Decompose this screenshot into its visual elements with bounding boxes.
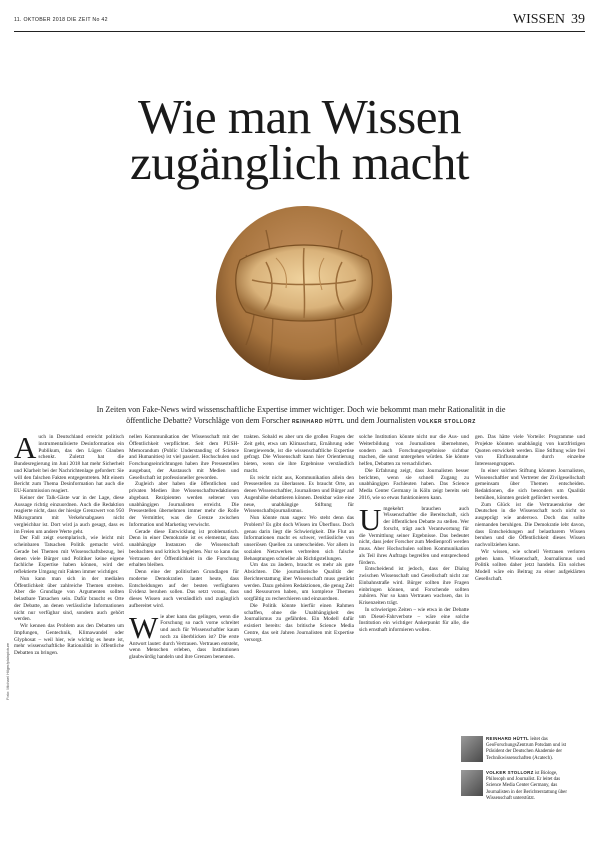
bio-text <box>486 770 571 802</box>
paragraph: Entscheidend ist jedoch, dass der Dialog zwischen Wissenschaft und Gesellschaft nicht zur Einbahnstraße wird. Bürger sollten ihre Fragen einbringen können, und Forschende sollten zuhören. Nur so kann Vertrauen wachsen, das in Krisenzeiten trägt. <box>359 566 469 606</box>
bio-text <box>486 736 571 762</box>
drop-cap: A <box>14 434 37 465</box>
page-number: 39 <box>571 12 585 27</box>
drop-cap: W <box>129 609 159 645</box>
drop-cap: U <box>359 501 382 537</box>
headline <box>0 89 599 190</box>
lead-text: In Zeiten von Fake-News wird wissenschaftliche Expertise immer wichtiger. Doch wie bekommt man mehr Rationalität in die öffentliche Debatte? Vorschläge von dem Forscher <box>96 405 506 425</box>
bio-description: leitet das GeoForschungsZentrum Potsdam und ist Präsident der Deutschen Akademie der Technikwissenschaften (Acatech). <box>486 737 567 761</box>
bio-name: VOLKER STOLLORZ <box>486 770 534 775</box>
walnut-icon <box>206 200 402 385</box>
photo-credit: Foto: Michael Hilger/plainpicture <box>5 642 10 700</box>
paragraph: Wir kennen das Problem aus den Debatten um Impfungen, Gentechnik, Klimawandel oder Glyphosat – weil hier, wie wichtig es heute ist, mehr wissenschaftliche Rationalität in öffentliche Debatten zu bringen. <box>14 623 124 656</box>
author-photo <box>461 736 483 762</box>
paragraph <box>14 434 124 495</box>
paragraph: Um das zu ändern, braucht es mehr als gute Absichten. Die journalistische Qualität der Berichterstattung über Wissenschaft muss gestärkt werden. Dazu gehören Redaktionen, die genug Zeit und Ressourcen haben, um komplexe Themen sorgfältig zu recherchieren und einzuordnen. <box>244 562 354 602</box>
issue-date: 11. OKTOBER 2018 DIE ZEIT No 42 <box>14 17 108 23</box>
header-rule <box>14 31 585 32</box>
author-1: REINHARD HÜTTL <box>291 419 345 425</box>
page-header <box>14 10 585 30</box>
paragraph: Zum Glück ist die Vertrauenskrise der Deutschen in die Wissenschaft noch nicht so ausgeprägt wie anderswo. Doch das sollte niemanden beruhigen. Die Demokratie lebt davon, dass Entscheidungen auf belastbarem Wissen beruhen und die Öffentlichkeit dieses Wissen nachvollziehen kann. <box>475 501 585 548</box>
paragraph: Nun kann man sich in der medialen Öffentlichkeit über zahlreiche Themen streiten. Aber die Grundlage von Argumenten sollten belastbare Tatsachen sein. Dafür braucht es Orte der Debatte, an denen verlässliche Informationen nicht nur verfügbar sind, sondern auch gehört werden. <box>14 575 124 623</box>
paragraph: Gerade diese Entwicklung ist problematisch. Denn in einer Demokratie ist es elementar, dass unabhängige Instanzen die Wissenschaft beobachten und kritisch begleiten. Nur so kann das Vertrauen der Öffentlichkeit in die Forschung erhalten bleiben. <box>129 528 239 569</box>
bio-description: ist Biologe, Philosoph und Journalist. Er leitet das Science Media Center Germany, das Journalisten in der Berichterstattung über Wissenschaft unterstützt. <box>486 771 567 801</box>
paragraph: Die Politik könnte hierfür einen Rahmen schaffen, ohne die Unabhängigkeit des Journalismus zu gefährden. Ein Modell dafür existiert bereits: das britische Science Media Centre, das seit Jahren Journalisten mit Expertise versorgt. <box>244 602 354 643</box>
paragraph-text: mgekehrt brauchen auch Wissenschaftler die Bereitschaft, sich der öffentlichen Debatte zu stellen. Wer forscht, trägt auch Verantwortung für die Vermittlung seiner Ergebnisse. Das bedeutet nicht, dass jeder Forscher zum Medienprofi werden muss. Aber Hochschulen sollten Kommunikation als Teil ihres Auftrags begreifen und entsprechend fördern. <box>359 505 469 566</box>
column-3 <box>244 434 354 832</box>
walnut-kernel <box>236 245 373 321</box>
paragraph: gen. Das hätte viele Vorteile: Programme und Projekte könnten unabhängig von kurzfristigen Quoten entwickelt werden. Eine Stiftung wäre frei von Einflussnahme durch einzelne Interessengruppen. <box>475 434 585 467</box>
paragraph <box>129 609 239 661</box>
column-5 <box>475 434 585 730</box>
paragraph: In schwierigen Zeiten – wie etwa in der Debatte um Diesel-Fahrverbote – wäre eine solche Institution ein wichtiger Ankerpunkt für alle, die sich ernsthaft informieren wollen. <box>359 606 469 633</box>
paragraph-text: ie aber kann das gelingen, wenn die Forschung so nach vorne schreitet und auch für Wissenschaftler kaum noch zu überblicken ist? Die erste Antwort lautet: durch Vertrauen. Vertrauen entsteht, wenn Menschen erleben, dass Institutionen glaubwürdig handeln und ihre Grenzen benennen. <box>129 613 239 660</box>
bio-name: REINHARD HÜTTL <box>486 736 529 741</box>
paragraph: Der Fall zeigt exemplarisch, wie leicht mit scheinbaren Tatsachen Politik gemacht wird. Gerade bei Themen mit Wissenschaftsbezug, bei denen viele Bürger und Politiker keine eigene fachliche Expertise haben können, wird der reflektierte Umgang mit Fakten immer wichtiger. <box>14 535 124 575</box>
paragraph: Denn eine der politischen Grundlagen für moderne Demokratien lautet heute, dass Entscheidungen auf der besten verfügbaren Evidenz beruhen sollen. Das setzt voraus, dass dieses Wissen auch verständlich und zugänglich aufbereitet wird. <box>129 569 239 609</box>
lead-paragraph <box>92 404 510 428</box>
author-photo <box>461 770 483 796</box>
headline-line-2: zugänglich macht <box>130 135 469 190</box>
paragraph: trakten. Sobald es aber um die großen Fragen der Zeit geht, etwa um Klimaschutz, Ernährung oder Energiewende, ist die wissenschaftliche Expertise gefragt. Die Wissenschaft kann hier Orientierung bieten, wenn sie ihre Ergebnisse verständlich macht. <box>244 434 354 474</box>
paragraph: Keiner der Talk-Gäste war in der Lage, diese Aussage richtig einzuordnen. Auch die Redaktion reagierte nicht, dass der hiesige Grenzwert von 950 Mikrogramm mit Verkehrsabgasen nicht vergleichbar ist. Dort wird ja auch gesagt, dass es im Freien um andere Werte geht. <box>14 494 124 535</box>
paragraph <box>359 501 469 567</box>
paragraph: Es reicht nicht aus, Kommunikation allein den Pressestellen zu überlassen. Es braucht Orte, an denen Wissenschaftler, Journalisten und Bürger auf Augenhöhe debattieren können. Denkbar wäre eine neue, unabhängige Stiftung für Wissenschaftsjournalismus. <box>244 474 354 515</box>
headline-line-1: Wie man Wissen <box>138 89 461 144</box>
paragraph-text: uch in Deutschland erreicht politisch instrumentalisierte Desinformation ein Publikum, das den Lügen Glauben schenkt. Zuletzt hat die Bundesregierung im Juni 2018 hat mehr Sicherheit und Klarheit bei der Nachrichtenlage gefordert: Sie will den falschen Fakten entgegentreten. Mit einem Bericht zum Thema Desinformation hat auch die EU-Kommission reagiert. <box>14 434 124 494</box>
paragraph: solche Institution könnte nicht nur die Aus- und Weiterbildung von Journalisten übernehmen, sondern auch Forschungsergebnisse sichtbar machen, die sonst untergehen würden. Sie könnte helfen, Debatten zu versachlichen. <box>359 434 469 467</box>
column-4 <box>359 434 469 832</box>
paragraph: Zugleich aber haben die öffentlichen und privaten Medien ihre Wissenschaftsredaktionen abgebaut. Rezipienten werden seltener von unabhängigen Journalisten erreicht. Die Pressestellen übernehmen immer mehr die Rolle der Vermittler, was die Grenze zwischen Information und Marketing verwischt. <box>129 481 239 528</box>
column-1 <box>14 434 124 832</box>
paragraph: Die Erfahrung zeigt, dass Journalisten besser berichten, wenn sie schnell Zugang zu unabhängigen Fachleuten haben. Das Science Media Center Germany in Köln zeigt bereits seit 2016, wie so etwas funktionieren kann. <box>359 467 469 501</box>
section-name: WISSEN <box>512 12 565 27</box>
paragraph: nellen Kommunikation der Wissenschaft mit der Öffentlichkeit verpflichtet. Seit dem PUSH-Memorandum (Public Understanding of Science and Humanities) ist viel passiert. Hochschulen und Forschungseinrichtungen haben ihre Pressestellen ausgebaut, der Austausch mit Medien und Gesellschaft ist professioneller geworden. <box>129 434 239 481</box>
section-page <box>513 12 585 28</box>
column-2 <box>129 434 239 832</box>
lead-connector: und dem Journalisten <box>344 416 418 425</box>
author-2: VOLKER STOLLORZ <box>417 419 476 425</box>
paragraph: In einer solchen Stiftung könnten Journalisten, Wissenschaftler und Vertreter der Zivilgesellschaft gemeinsam über Themen entscheiden. Redaktionen, die sich besonders um Qualität bemühen, könnten gezielt gefördert werden. <box>475 467 585 501</box>
paragraph: Wir wissen, wie schnell Vertrauen verloren gehen kann. Wissenschaft, Journalismus und Politik sollten daher jetzt handeln. Ein solches Modell wäre ein Beitrag zu einer aufgeklärten Gesellschaft. <box>475 548 585 582</box>
paragraph: Nun könnte man sagen: Wo steht denn das Problem? Es gibt doch Wissen im Überfluss. Doch genau darin liegt die Schwierigkeit. Die Flut an Informationen macht es schwer, verlässliche von unseriösen Quellen zu unterscheiden. Vor allem in sozialen Netzwerken verbreiten sich falsche Behauptungen schneller als Richtigstellungen. <box>244 515 354 562</box>
